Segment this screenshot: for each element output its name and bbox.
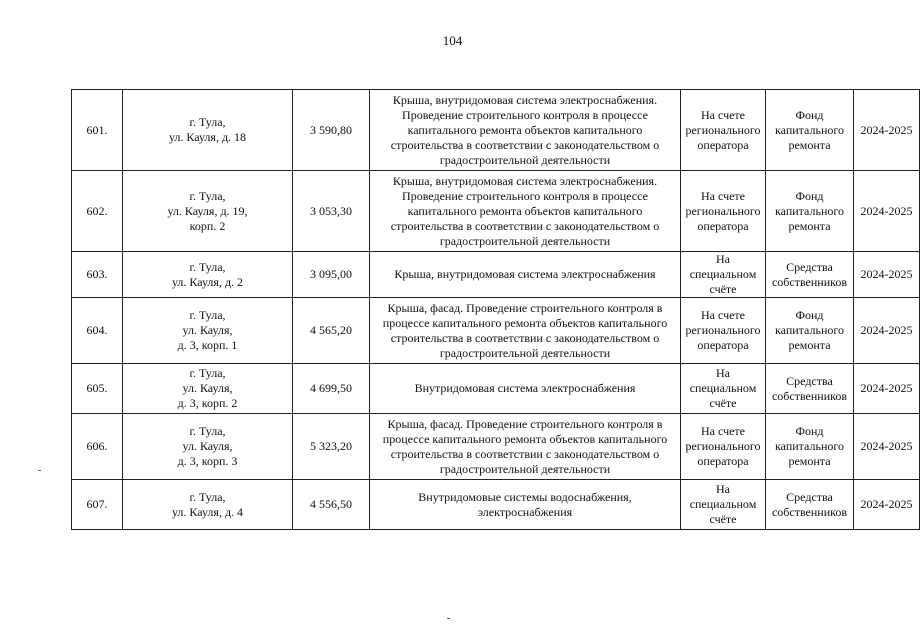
address-cell: г. Тула, ул. Кауля, д. 2 <box>123 252 293 298</box>
area-cell: 3 095,00 <box>293 252 370 298</box>
funding-source-cell: Средства собственников <box>766 480 854 530</box>
area-cell: 3 590,80 <box>293 90 370 171</box>
row-number-cell: 601. <box>72 90 123 171</box>
table-row <box>72 364 920 414</box>
period-cell: 2024-2025 <box>854 298 920 364</box>
area-cell: 4 556,50 <box>293 480 370 530</box>
address-cell: г. Тула, ул. Кауля, д. 19, корп. 2 <box>123 171 293 252</box>
row-number-cell: 602. <box>72 171 123 252</box>
work-type-cell: Внутридомовые системы водоснабжения, электроснабжения <box>370 480 681 530</box>
address-cell: г. Тула, ул. Кауля, д. 3, корп. 3 <box>123 414 293 480</box>
table-row <box>72 252 920 298</box>
account-cell: На специальном счёте <box>681 480 766 530</box>
row-number-cell: 607. <box>72 480 123 530</box>
table-row <box>72 298 920 364</box>
funding-source-cell: Средства собственников <box>766 364 854 414</box>
table-row <box>72 171 920 252</box>
area-cell: 3 053,30 <box>293 171 370 252</box>
account-cell: На специальном счёте <box>681 252 766 298</box>
work-type-cell: Крыша, внутридомовая система электроснабжения. Проведение строительного контроля в процессе капитального ремонта объектов капитального строительства в соответствии с законодательством о градостроительной деятельности <box>370 90 681 171</box>
page-number: 104 <box>442 33 463 48</box>
row-number-cell: 605. <box>72 364 123 414</box>
funding-source-cell: Фонд капитального ремонта <box>766 171 854 252</box>
address-cell: г. Тула, ул. Кауля, д. 4 <box>123 480 293 530</box>
table-row <box>72 90 920 171</box>
account-cell: На счете регионального оператора <box>681 90 766 171</box>
row-number-cell: 606. <box>72 414 123 480</box>
period-cell: 2024-2025 <box>854 252 920 298</box>
address-cell: г. Тула, ул. Кауля, д. 18 <box>123 90 293 171</box>
funding-source-cell: Фонд капитального ремонта <box>766 298 854 364</box>
row-number-cell: 604. <box>72 298 123 364</box>
area-cell: 5 323,20 <box>293 414 370 480</box>
area-cell: 4 565,20 <box>293 298 370 364</box>
funding-source-cell: Фонд капитального ремонта <box>766 414 854 480</box>
address-cell: г. Тула, ул. Кауля, д. 3, корп. 1 <box>123 298 293 364</box>
period-cell: 2024-2025 <box>854 480 920 530</box>
account-cell: На счете регионального оператора <box>681 298 766 364</box>
work-type-cell: Крыша, фасад. Проведение строительного контроля в процессе капитального ремонта объектов капитального строительства в соответствии с законодательством о градостроительной деятельности <box>370 414 681 480</box>
address-cell: г. Тула, ул. Кауля, д. 3, корп. 2 <box>123 364 293 414</box>
period-cell: 2024-2025 <box>854 414 920 480</box>
account-cell: На счете регионального оператора <box>681 414 766 480</box>
scan-mark <box>38 470 41 471</box>
funding-source-cell: Фонд капитального ремонта <box>766 90 854 171</box>
period-cell: 2024-2025 <box>854 364 920 414</box>
work-type-cell: Крыша, внутридомовая система электроснабжения <box>370 252 681 298</box>
work-type-cell: Крыша, внутридомовая система электроснабжения. Проведение строительного контроля в процессе капитального ремонта объектов капитального строительства в соответствии с законодательством о градостроительной деятельности <box>370 171 681 252</box>
repair-program-table <box>71 89 920 530</box>
row-number-cell: 603. <box>72 252 123 298</box>
scan-mark <box>447 618 450 619</box>
work-type-cell: Крыша, фасад. Проведение строительного контроля в процессе капитального ремонта объектов капитального строительства в соответствии с законодательством о градостроительной деятельности <box>370 298 681 364</box>
account-cell: На счете регионального оператора <box>681 171 766 252</box>
work-type-cell: Внутридомовая система электроснабжения <box>370 364 681 414</box>
period-cell: 2024-2025 <box>854 171 920 252</box>
table-row <box>72 480 920 530</box>
area-cell: 4 699,50 <box>293 364 370 414</box>
table-row <box>72 414 920 480</box>
account-cell: На специальном счёте <box>681 364 766 414</box>
funding-source-cell: Средства собственников <box>766 252 854 298</box>
period-cell: 2024-2025 <box>854 90 920 171</box>
